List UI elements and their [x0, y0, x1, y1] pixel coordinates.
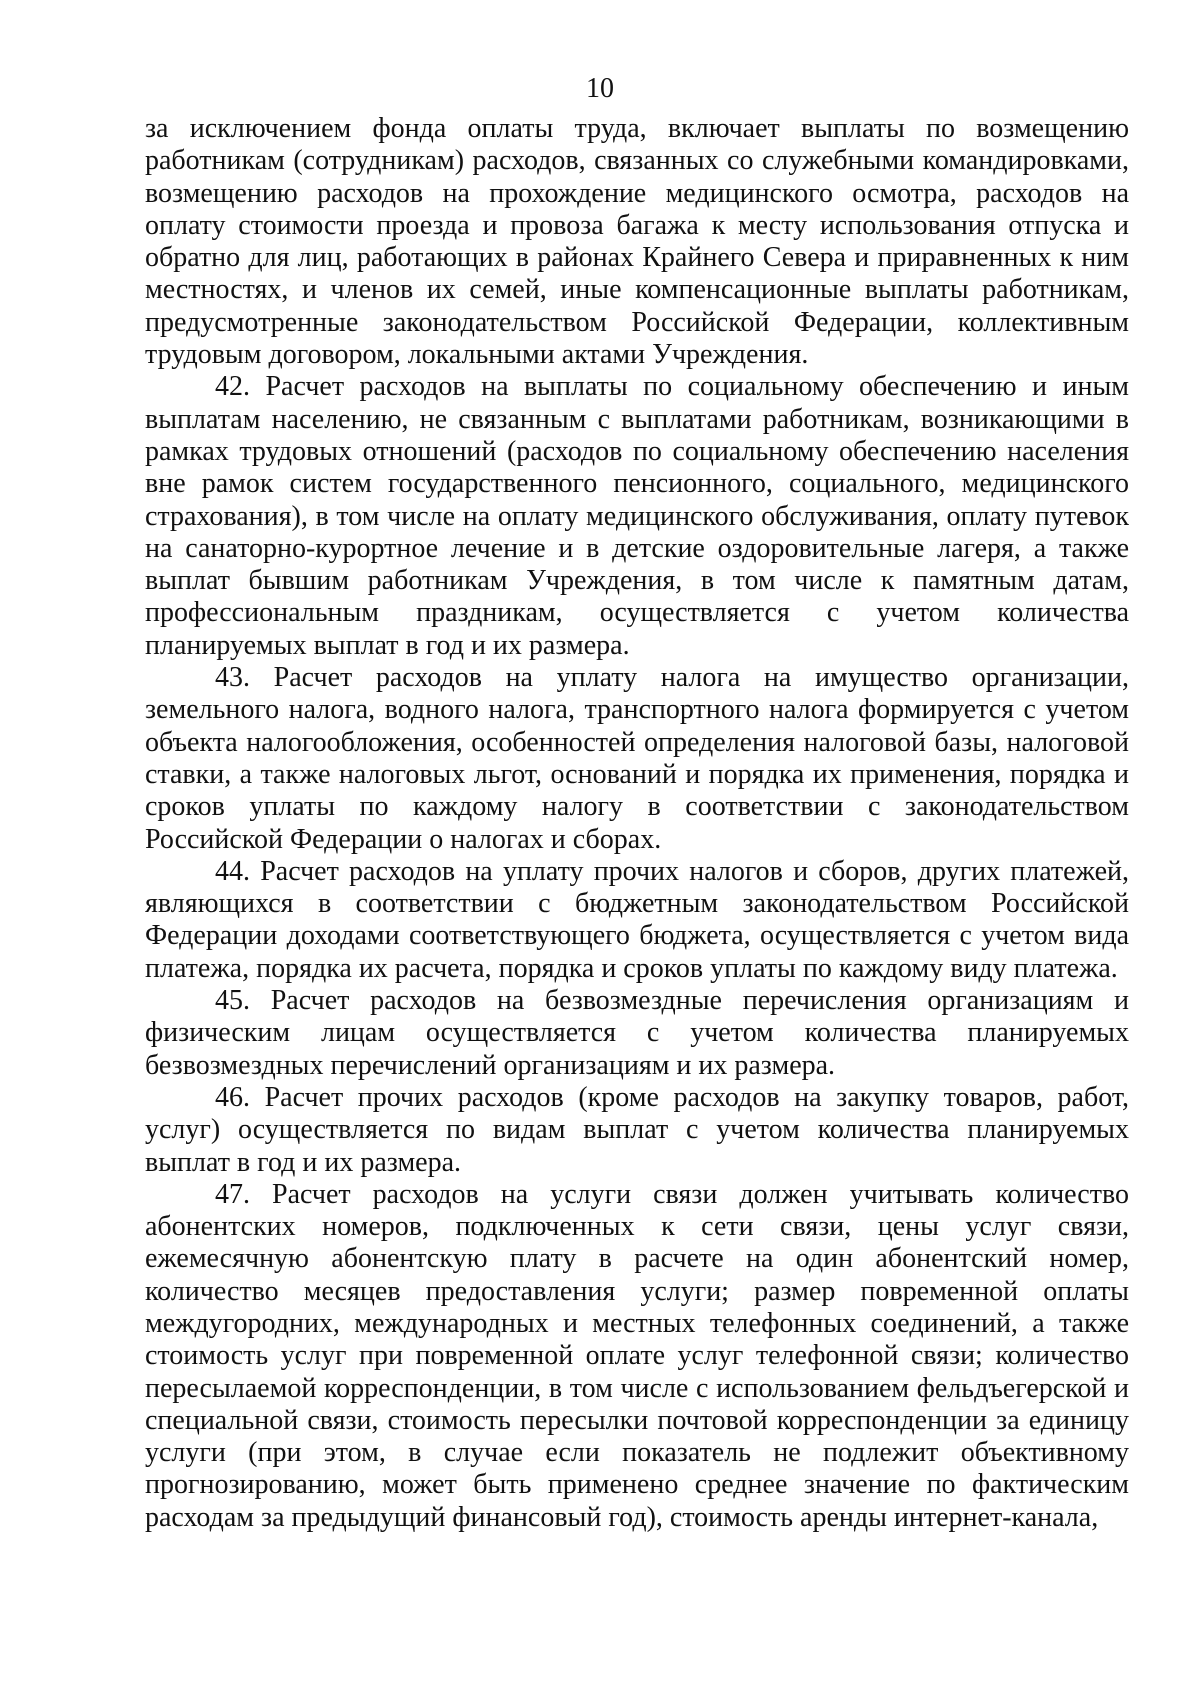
paragraph-42: 42. Расчет расходов на выплаты по социальному обеспечению и иным выплатам населению, не связанным с выплатами работникам, возникающими в рамках трудовых отношений (расходов по социальному обеспечению населения вне рамок систем государственного пенсионного, социального, медицинского страхования), в том числе на оплату медицинского обслуживания, оплату путевок на санаторно-курортное лечение и в детские оздоровительные лагеря, а также выплат бывшим работникам Учреждения, в том числе к памятным датам, профессиональным праздникам, осуществляется с учетом количества планируемых выплат в год и их размера. — [145, 371, 1129, 661]
document-body — [145, 113, 1129, 1534]
page-number: 10 — [586, 73, 614, 104]
paragraph-43: 43. Расчет расходов на уплату налога на имущество организации, земельного налога, водного налога, транспортного налога формируется с учетом объекта налогообложения, особенностей определения налоговой базы, налоговой ставки, а также налоговых льгот, оснований и порядка их применения, порядка и сроков уплаты по каждому налогу в соответствии с законодательством Российской Федерации о налогах и сборах. — [145, 662, 1129, 855]
paragraph-continuation: за исключением фонда оплаты труда, включает выплаты по возмещению работникам (сотрудникам) расходов, связанных со служебными командировками, возмещению расходов на прохождение медицинского осмотра, расходов на оплату стоимости проезда и провоза багажа к месту использования отпуска и обратно для лиц, работающих в районах Крайнего Севера и приравненных к ним местностях, и членов их семей, иные компенсационные выплаты работникам, предусмотренные законодательством Российской Федерации, коллективным трудовым договором, локальными актами Учреждения. — [145, 113, 1129, 371]
paragraph-46: 46. Расчет прочих расходов (кроме расходов на закупку товаров, работ, услуг) осуществляется по видам выплат с учетом количества планируемых выплат в год и их размера. — [145, 1081, 1129, 1178]
paragraph-45: 45. Расчет расходов на безвозмездные перечисления организациям и физическим лицам осуществляется с учетом количества планируемых безвозмездных перечислений организациям и их размера. — [145, 985, 1129, 1081]
paragraph-47: 47. Расчет расходов на услуги связи должен учитывать количество абонентских номеров, подключенных к сети связи, цены услуг связи, ежемесячную абонентскую плату в расчете на один абонентский номер, количество месяцев предоставления услуги; размер повременной оплаты междугородних, международных и местных телефонных соединений, а также стоимость услуг при повременной оплате услуг телефонной связи; количество пересылаемой корреспонденции, в том числе с использованием фельдъегерской и специальной связи, стоимость пересылки почтовой корреспонденции за единицу услуги (при этом, в случае если показатель не подлежит объективному прогнозированию, может быть применено среднее значение по фактическим расходам за предыдущий финансовый год), стоимость аренды интернет-канала, — [145, 1178, 1129, 1533]
paragraph-44: 44. Расчет расходов на уплату прочих налогов и сборов, других платежей, являющихся в соответствии с бюджетным законодательством Российской Федерации доходами соответствующего бюджета, осуществляется с учетом вида платежа, порядка их расчета, порядка и сроков уплаты по каждому виду платежа. — [145, 855, 1129, 984]
